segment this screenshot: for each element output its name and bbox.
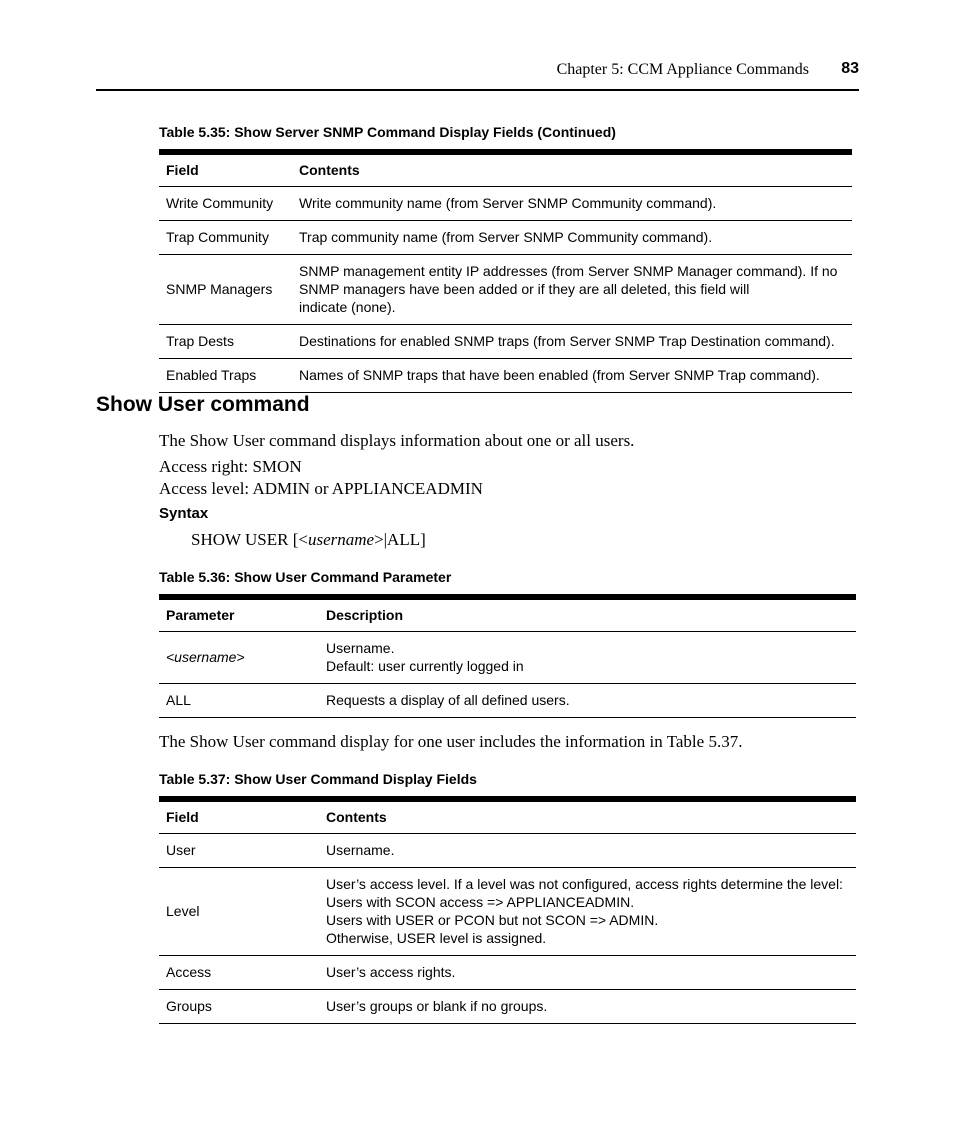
contents-line: Users with SCON access => APPLIANCEADMIN. [326, 894, 635, 910]
access-right: Access right: SMON [159, 457, 302, 476]
contents-cell [319, 956, 856, 990]
contents-line: Trap community name (from Server SNMP Community command). [299, 229, 713, 245]
table-row [159, 684, 856, 718]
contents-cell [292, 359, 852, 393]
contents-line: SNMP managers have been added or if they are all deleted, this field will [299, 281, 750, 297]
table-row [159, 359, 852, 393]
field-cell: Trap Dests [159, 325, 292, 359]
table-536 [159, 594, 856, 718]
field-cell: Access [159, 956, 319, 990]
table-header-row [159, 152, 852, 187]
field-cell: Write Community [159, 187, 292, 221]
page-header [96, 0, 859, 91]
table-row [159, 255, 852, 325]
display-note: The Show User command display for one user includes the information in Table 5.37. [159, 732, 743, 751]
contents-cell [292, 221, 852, 255]
contents-line: indicate (none). [299, 299, 396, 315]
syntax-param: username [307, 530, 375, 549]
contents-line: Requests a display of all defined users. [326, 692, 570, 708]
table-header-row [159, 799, 856, 834]
table-536-caption: Table 5.36: Show User Command Parameter [159, 569, 452, 585]
field-cell: SNMP Managers [159, 255, 292, 325]
chapter-title: Chapter 5: CCM Appliance Commands [556, 61, 809, 78]
contents-cell [292, 325, 852, 359]
table-537 [159, 796, 856, 1024]
column-header-field: Field [159, 152, 292, 187]
column-header-field: Parameter [159, 597, 319, 632]
field-cell: User [159, 834, 319, 868]
contents-line: User’s access level. If a level was not configured, access rights determine the level: [326, 876, 843, 892]
column-header-contents: Contents [292, 152, 852, 187]
field-cell: Groups [159, 990, 319, 1024]
contents-line: Username. [326, 842, 395, 858]
table-row [159, 632, 856, 684]
field-cell: Level [159, 868, 319, 956]
contents-line: Write community name (from Server SNMP Community command). [299, 195, 717, 211]
contents-cell [319, 632, 856, 684]
table-header-row [159, 597, 856, 632]
column-header-field: Field [159, 799, 319, 834]
contents-cell [319, 868, 856, 956]
contents-line: Users with USER or PCON but not SCON => ADMIN. [326, 912, 659, 928]
contents-cell [319, 990, 856, 1024]
syntax-heading: Syntax [159, 505, 209, 522]
table-row [159, 990, 856, 1024]
access-level: Access level: ADMIN or APPLIANCEADMIN [159, 479, 483, 498]
contents-cell [292, 255, 852, 325]
contents-cell [319, 684, 856, 718]
contents-cell [292, 187, 852, 221]
contents-line: Destinations for enabled SNMP traps (from Server SNMP Trap Destination command). [299, 333, 835, 349]
field-cell: Enabled Traps [159, 359, 292, 393]
section-heading: Show User command [96, 393, 310, 416]
contents-line: Default: user currently logged in [326, 658, 524, 674]
table-row [159, 868, 856, 956]
contents-line: User’s groups or blank if no groups. [326, 998, 548, 1014]
syntax-suffix: >|ALL] [374, 530, 426, 549]
contents-line: SNMP management entity IP addresses (from Server SNMP Manager command). If no [299, 263, 838, 279]
table-535-caption: Table 5.35: Show Server SNMP Command Display Fields (Continued) [159, 124, 616, 140]
syntax-line [191, 530, 426, 550]
contents-line: User’s access rights. [326, 964, 456, 980]
field-cell: <username> [159, 632, 319, 684]
table-row [159, 187, 852, 221]
contents-line: Names of SNMP traps that have been enabled (from Server SNMP Trap command). [299, 367, 820, 383]
table-row [159, 325, 852, 359]
syntax-prefix: SHOW USER [< [191, 530, 308, 549]
table-row [159, 956, 856, 990]
contents-line: Otherwise, USER level is assigned. [326, 930, 547, 946]
column-header-contents: Contents [319, 799, 856, 834]
table-row [159, 834, 856, 868]
table-537-caption: Table 5.37: Show User Command Display Fields [159, 771, 477, 787]
table-535 [159, 149, 852, 393]
table-row [159, 221, 852, 255]
field-cell: ALL [159, 684, 319, 718]
contents-cell [319, 834, 856, 868]
section-intro: The Show User command displays information about one or all users. [159, 431, 635, 450]
page-number: 83 [841, 60, 859, 77]
field-cell: Trap Community [159, 221, 292, 255]
contents-line: Username. [326, 640, 395, 656]
column-header-contents: Description [319, 597, 856, 632]
